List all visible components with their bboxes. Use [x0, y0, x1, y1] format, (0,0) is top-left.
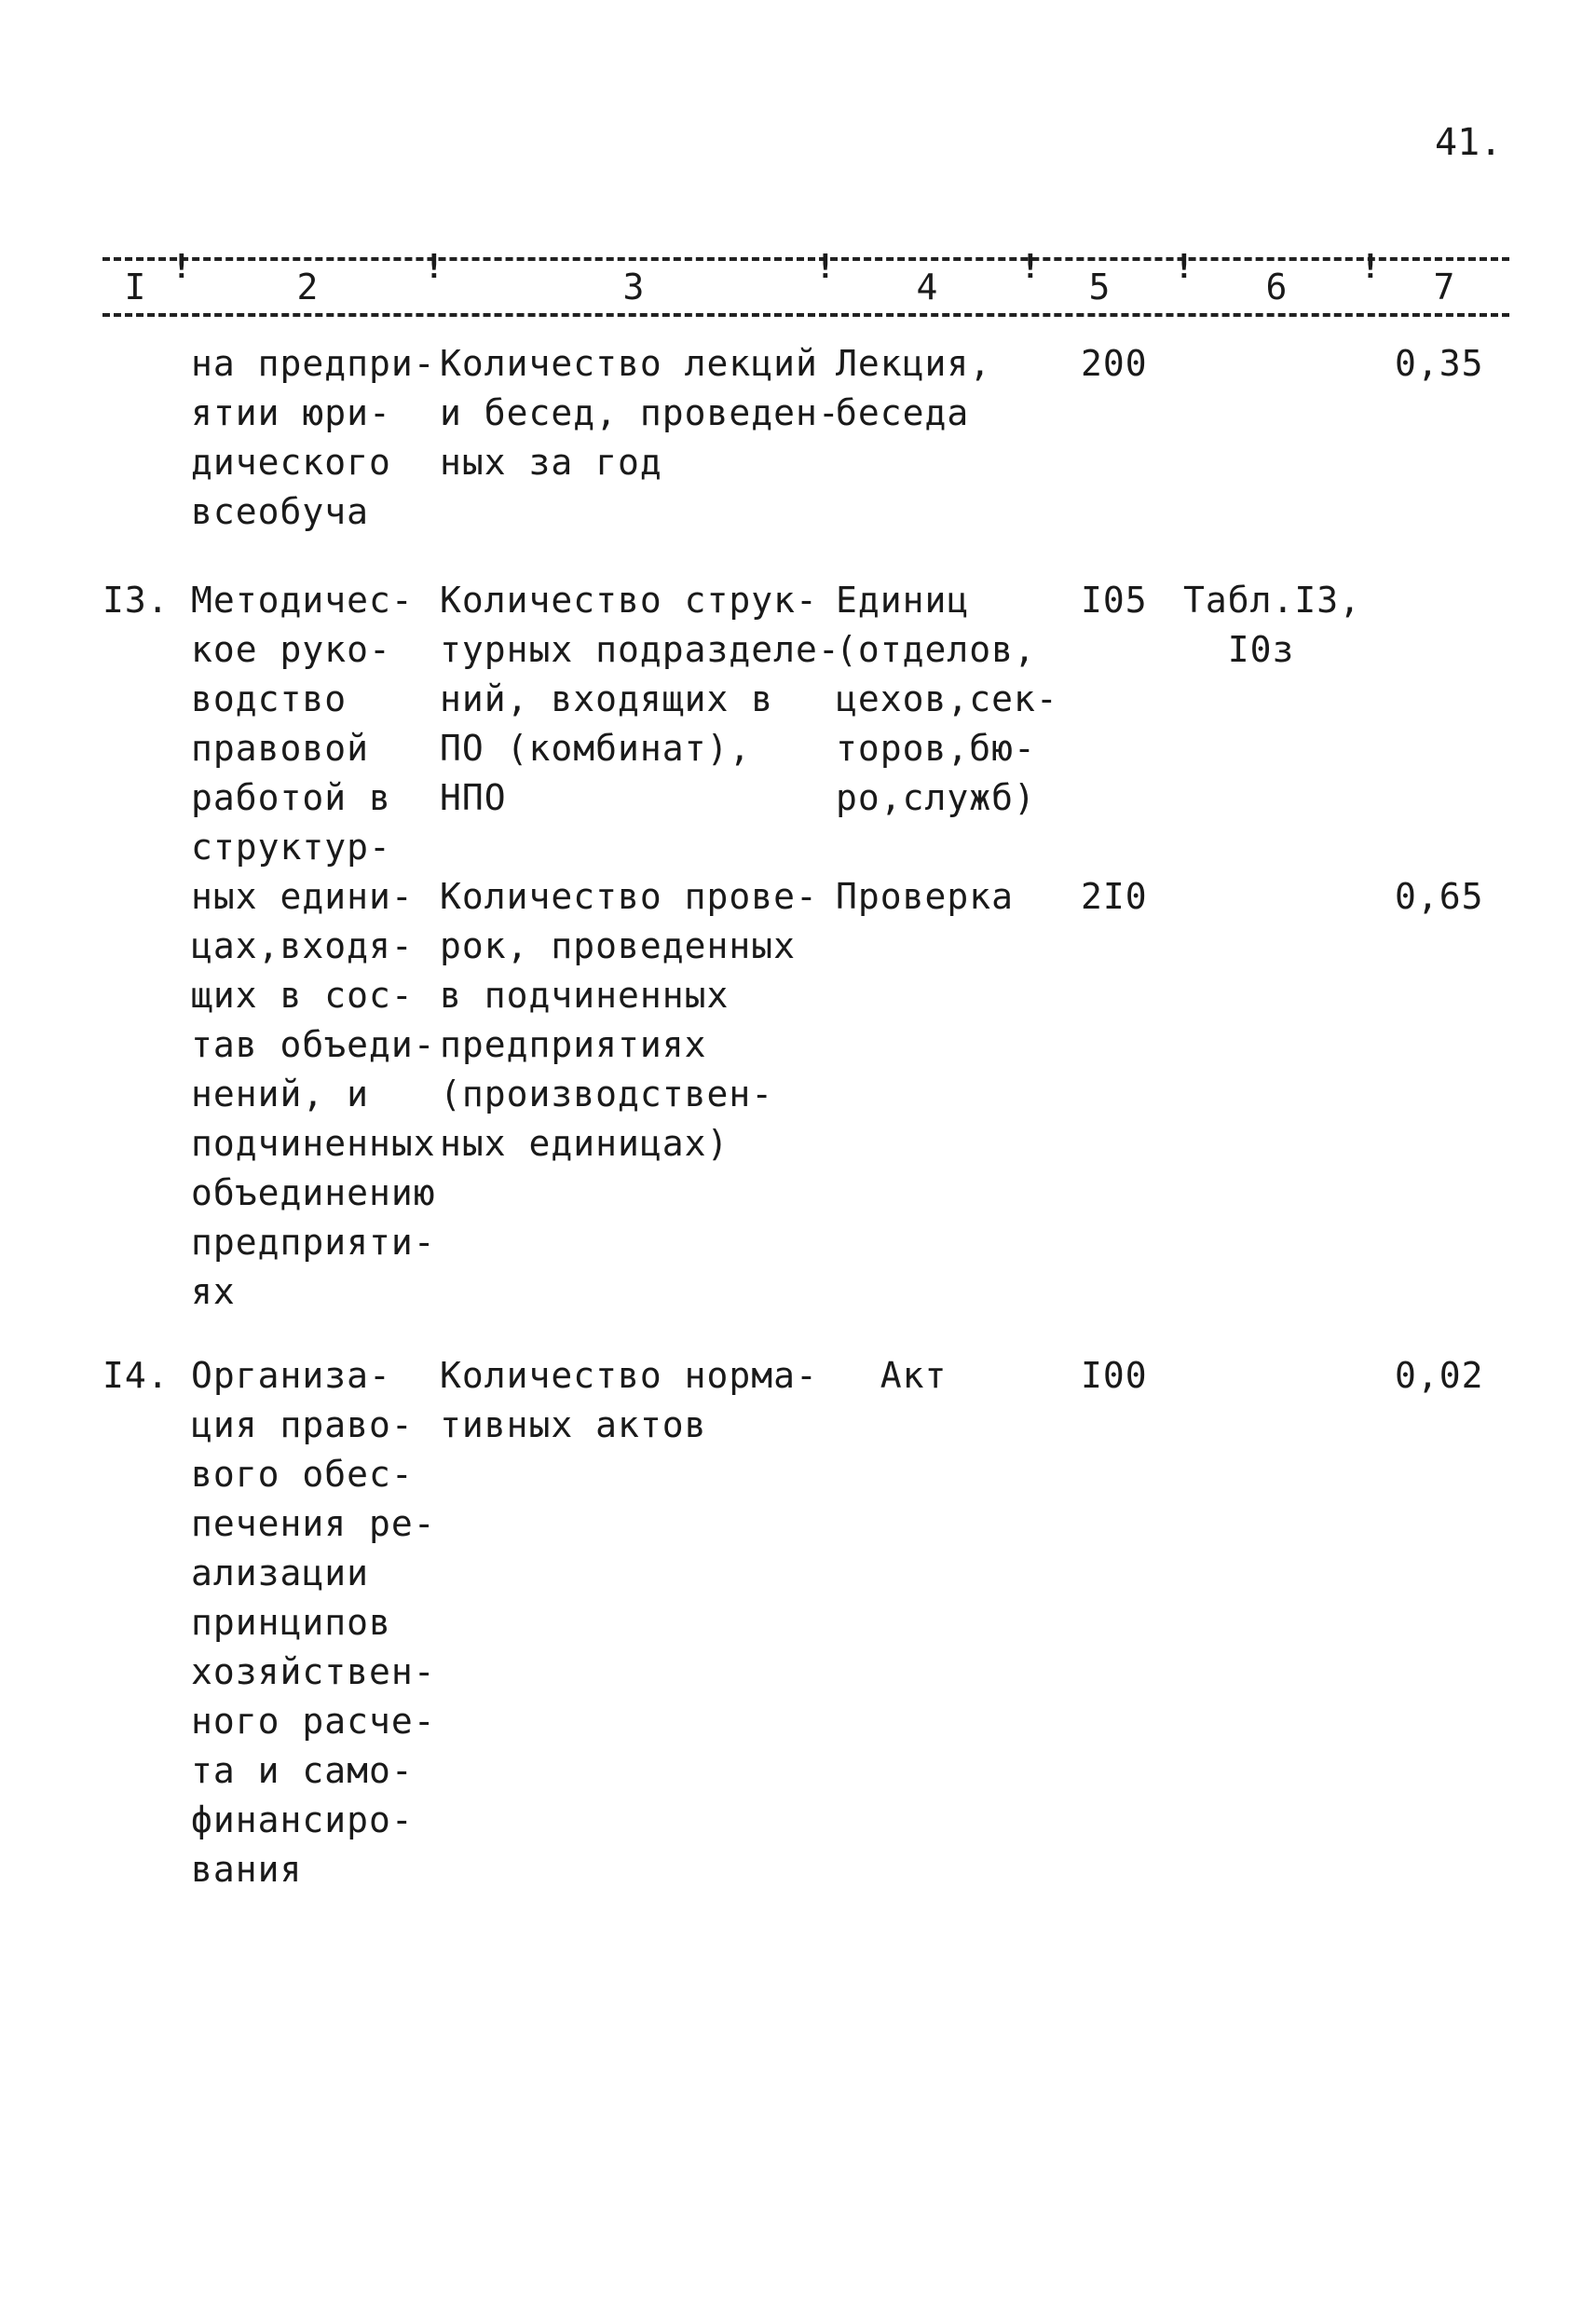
row-indicator: Количество прове- рок, проведенных в подчиненных предприятиях (производствен- ных единицах) [440, 876, 818, 1164]
column-separator: ! [815, 248, 836, 286]
row-name: ных едини- цах,входя- щих в сос- тав объеди- нений, и подчиненных объединению предприяти- ях [191, 876, 436, 1312]
row-indicator: Количество норма- тивных актов [440, 1355, 818, 1445]
row-value: 2I0 [1081, 876, 1148, 917]
row-unit: Единиц (отделов, цехов,сек- торов,бю- ро,служб) [836, 580, 1058, 818]
column-separator: ! [171, 248, 192, 286]
row-number: I4. [102, 1355, 170, 1396]
row-reference: Табл.I3, I0з [1183, 580, 1362, 670]
row-number: I3. [102, 580, 170, 621]
row-value: 200 [1081, 343, 1148, 384]
column-number-1: I [124, 267, 146, 308]
row-name: Организа- ция право- вого обес- печения ре- ализации принципов хозяйствен- ного расче- та и само- финансиро- вания [191, 1355, 436, 1890]
row-unit: Лекция, беседа [836, 343, 992, 433]
row-coefficient: 0,65 [1395, 876, 1484, 917]
column-number-2: 2 [296, 267, 319, 308]
column-separator: ! [1174, 248, 1194, 286]
page-number: 41. [1435, 121, 1503, 164]
header-top-rule [102, 257, 1509, 261]
row-name: Методичес- кое руко- водство правовой работой в структур- [191, 580, 414, 868]
column-number-3: 3 [622, 267, 645, 308]
column-separator: ! [1020, 248, 1041, 286]
row-unit: Акт [836, 1355, 948, 1396]
row-value: I05 [1081, 580, 1148, 621]
table-header [102, 244, 1509, 328]
row-unit: Проверка [836, 876, 1015, 917]
row-coefficient: 0,02 [1395, 1355, 1484, 1396]
row-coefficient: 0,35 [1395, 343, 1484, 384]
row-indicator: Количество струк- турных подразделе- ний, входящих в ПО (комбинат), НПО [440, 580, 840, 818]
column-number-4: 4 [916, 267, 938, 308]
row-indicator: Количество лекций и бесед, проведен- ных за год [440, 343, 840, 483]
row-value: I00 [1081, 1355, 1148, 1396]
row-name: на предпри- ятии юри- дического всеобуча [191, 343, 436, 532]
column-number-5: 5 [1088, 267, 1111, 308]
header-bottom-rule [102, 313, 1509, 317]
column-number-6: 6 [1265, 267, 1288, 308]
column-separator: ! [1360, 248, 1381, 286]
column-separator: ! [424, 248, 444, 286]
column-number-7: 7 [1433, 267, 1455, 308]
